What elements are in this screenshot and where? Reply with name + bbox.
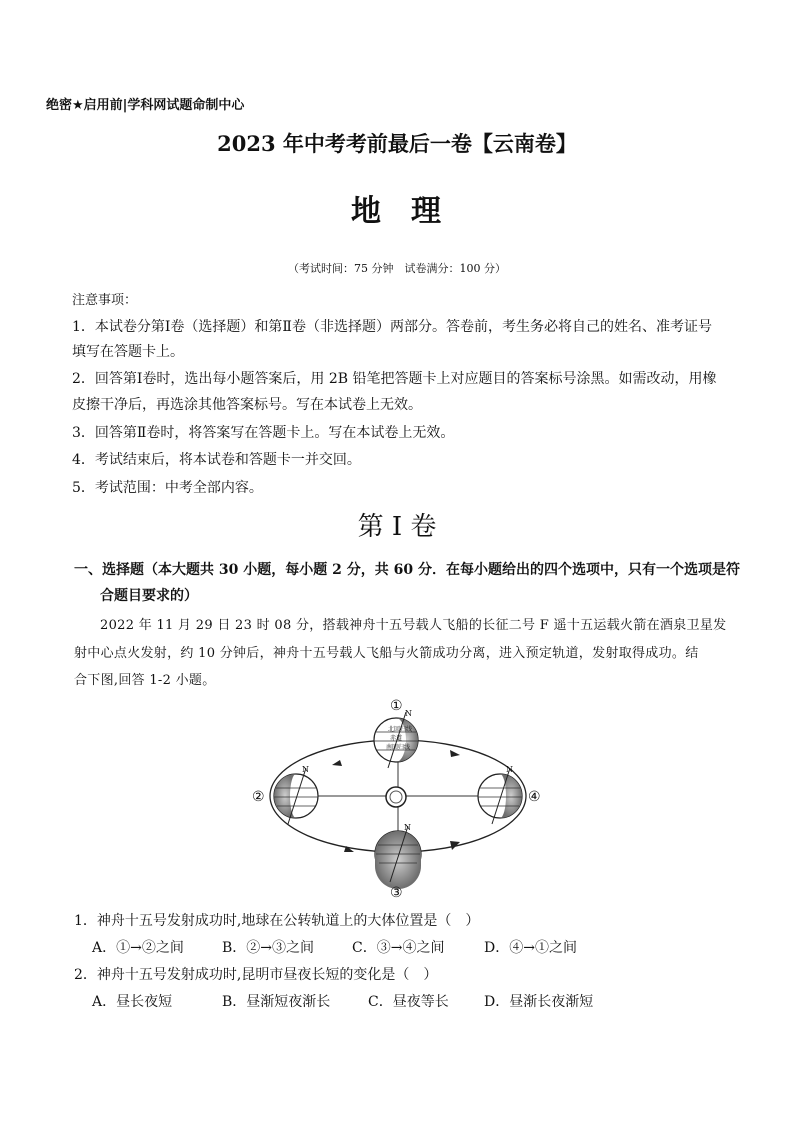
orbit-arrow-right-top — [450, 750, 460, 757]
question-1-option-b: B．②→③之间 — [222, 940, 315, 956]
note-line-2: 填写在答题卡上。 — [72, 344, 184, 360]
sun-icon — [386, 787, 406, 807]
position-label-2: ② — [252, 789, 265, 805]
question-1-option-d: D．④→①之间 — [484, 940, 577, 956]
passage-line-3: 合下图,回答 1-2 小题。 — [74, 673, 216, 688]
position-label-4: ④ — [528, 789, 541, 805]
passage-line-2: 射中心点火发射，约 10 分钟后，神舟十五号载人飞船与火箭成功分离，进入预定轨道，发射取得成功。结 — [74, 646, 699, 661]
question-1-stem: 1．神舟十五号发射成功时,地球在公转轨道上的大体位置是（ ） — [74, 913, 480, 929]
note-line-5: 3．回答第Ⅱ卷时，将答案写在答题卡上。写在本试卷上无效。 — [72, 425, 455, 441]
north-mark-1: N — [405, 709, 412, 718]
orbit-arrow-left-top — [332, 760, 342, 766]
question-2-option-c: C．昼夜等长 — [368, 994, 449, 1010]
passage-line-1: 2022 年 11 月 29 日 23 时 08 分，搭载神舟十五号载人飞船的长征二号 F 遥十五运载火箭在酒泉卫星发 — [100, 618, 727, 633]
position-label-3: ③ — [390, 885, 403, 900]
question-2-option-d: D．昼渐长夜渐短 — [484, 994, 594, 1010]
earth-orbit-diagram — [240, 694, 560, 900]
note-line-7: 5．考试范围：中考全部内容。 — [72, 480, 263, 496]
north-mark-2: N — [302, 765, 309, 774]
question-1-option-c: C．③→④之间 — [352, 940, 445, 956]
subject-char-2: 理 — [411, 194, 443, 229]
question-section-heading-cont: 合题目要求的） — [100, 588, 198, 604]
globe-label-tropic-cancer: 北回归线 — [388, 726, 413, 733]
subject-title — [0, 186, 794, 230]
position-label-1: ① — [390, 698, 403, 714]
note-line-3: 2．回答第Ⅰ卷时，选出每小题答案后，用 2B 铅笔把答题卡上对应题目的答案标号涂黑。如需改动，用橡 — [72, 371, 717, 387]
confidential-header: 绝密★启用前|学科网试题命制中心 — [46, 98, 245, 113]
globe-position-1 — [374, 709, 418, 768]
notes-heading: 注意事项： — [72, 293, 138, 308]
north-mark-4: N — [506, 765, 513, 774]
question-2-option-b: B．昼渐短夜渐长 — [222, 994, 331, 1010]
globe-position-3 — [375, 823, 421, 889]
section-title: 第 I 卷 — [357, 512, 437, 542]
exam-title: 2023 年中考考前最后一卷【云南卷】 — [217, 131, 577, 156]
globe-label-tropic-capricorn: 南回归线 — [386, 744, 411, 751]
exam-time-info: （考试时间：75 分钟 试卷满分：100 分） — [288, 262, 506, 275]
subject-char-1: 地 — [351, 194, 383, 229]
question-1-option-a: A．①→②之间 — [92, 940, 184, 956]
globe-label-equator: 赤道 — [390, 735, 403, 742]
north-mark-3: N — [404, 823, 411, 832]
note-line-6: 4．考试结束后，将本试卷和答题卡一并交回。 — [72, 452, 361, 468]
question-section-heading: 一、选择题（本大题共 30 小题，每小题 2 分，共 60 分．在每小题给出的四个选项中，只有一个选项是符 — [74, 562, 740, 578]
question-2-stem: 2．神舟十五号发射成功时,昆明市昼夜长短的变化是（ ） — [74, 967, 438, 983]
note-line-4: 皮擦干净后，再选涂其他答案标号。写在本试卷上无效。 — [72, 397, 422, 413]
question-2-option-a: A．昼长夜短 — [92, 994, 173, 1010]
note-line-1: 1．本试卷分第Ⅰ卷（选择题）和第Ⅱ卷（非选择题）两部分。答卷前，考生务必将自己的姓名、准考证号 — [72, 319, 712, 335]
